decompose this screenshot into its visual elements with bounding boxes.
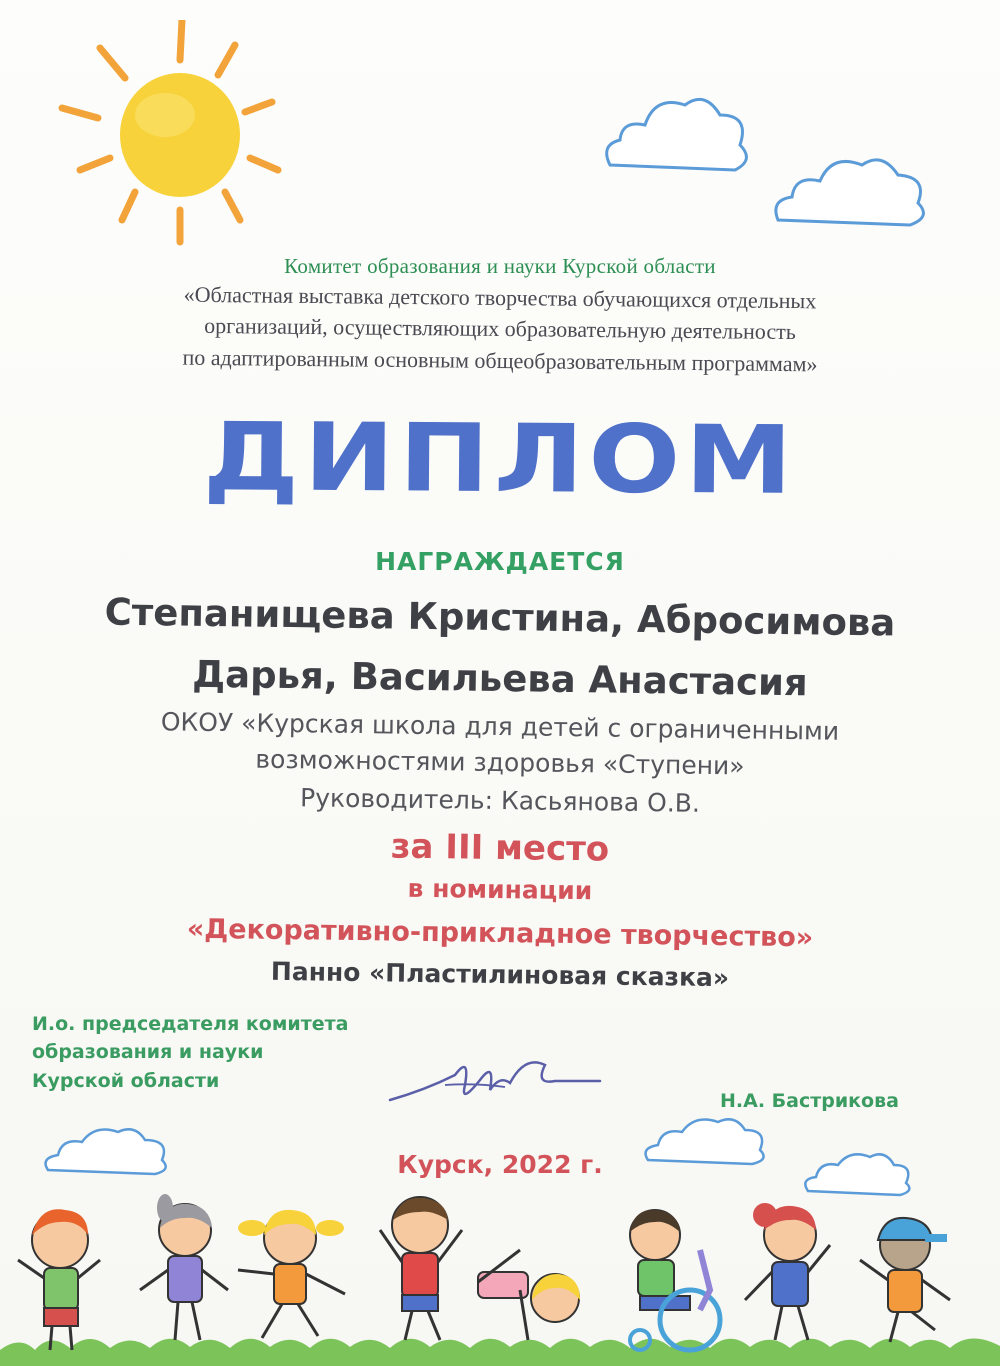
school-line-1: ОКОУ «Курская школа для детей с ограниченными (160, 707, 840, 746)
children-illustration (0, 1190, 1000, 1366)
nomination-label: в номинации (407, 873, 593, 906)
nomination-name: «Декоративно-прикладное творчество» (186, 913, 814, 954)
cloud-icon (600, 85, 760, 185)
sun-icon (40, 20, 300, 250)
recipients-line-2: Дарья, Васильева Анастасия (191, 652, 809, 705)
signature-scribble (385, 1045, 615, 1115)
city-year: Курск, 2022 г. (397, 1150, 603, 1179)
signer-position-line-3: Курской области (32, 1070, 220, 1092)
committee-name: Комитет образования и науки Курской области (284, 254, 716, 278)
work-title: Панно «Пластилиновая сказка» (270, 956, 730, 993)
signer-position-line-1: И.о. председателя комитета (32, 1013, 349, 1035)
school-line-2: возможностями здоровья «Ступени» (255, 744, 745, 781)
recipients-line-1: Степанищева Кристина, Абросимова (104, 590, 896, 645)
exhibition-line-2: организаций, осуществляющих образовательную деятельность (204, 312, 796, 345)
diploma-title: ДИПЛОМ (202, 403, 798, 516)
supervisor-line: Руководитель: Касьянова О.В. (299, 783, 701, 818)
awarded-label: НАГРАЖДАЕТСЯ (375, 547, 625, 576)
signer-name: Н.А. Бастрикова (720, 1090, 899, 1112)
place-award: за III место (390, 826, 610, 870)
cloud-icon (770, 145, 935, 235)
signer-position-line-2: образования и науки (32, 1041, 264, 1063)
exhibition-line-1: «Областная выставка детского творчества обучающихся отдельных (183, 281, 817, 314)
exhibition-line-3: по адаптированным основным общеобразовательным программам» (182, 344, 818, 377)
